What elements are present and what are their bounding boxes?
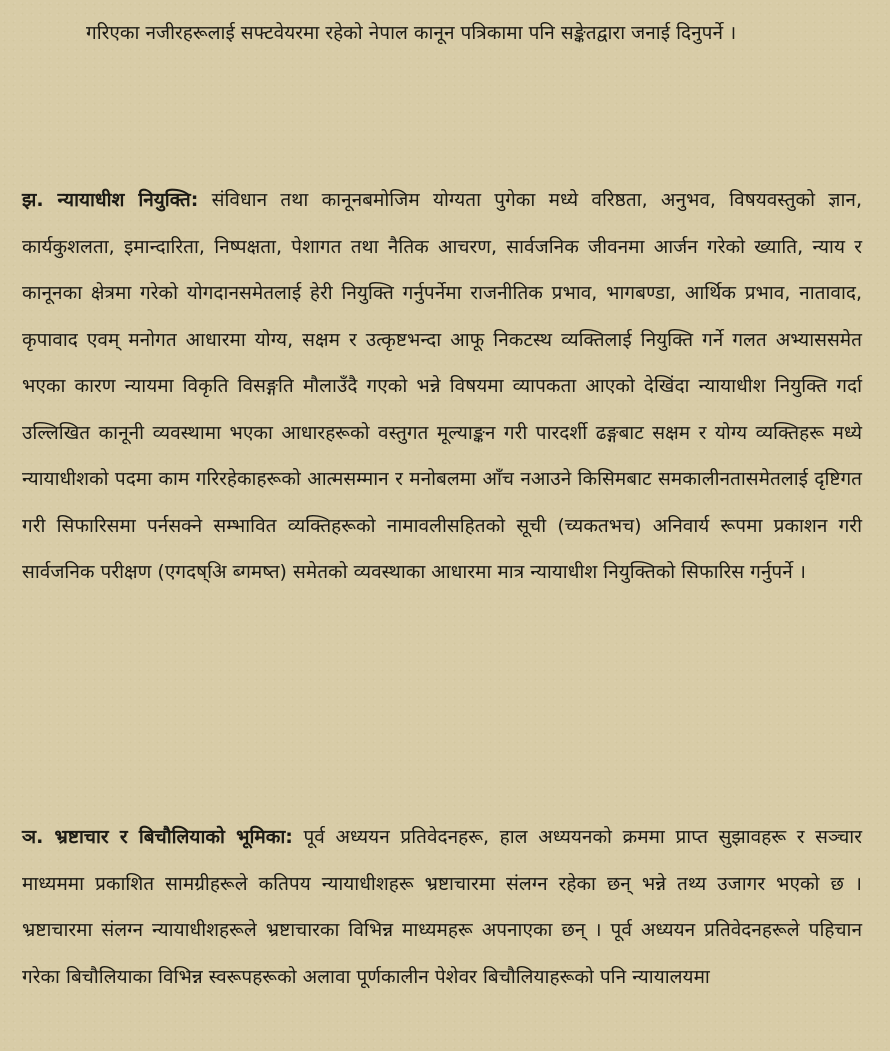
continuation-paragraph: गरिएका नजीरहरूलाई सफ्टवेयरमा रहेको नेपाल कानून पत्रिकामा पनि सङ्केतद्वारा जनाई दिनुपर्ने । bbox=[86, 22, 737, 44]
section-corruption-middlemen bbox=[22, 814, 862, 1000]
section-body: पूर्व अध्ययन प्रतिवेदनहरू, हाल अध्ययनको क्रममा प्राप्त सुझावहरू र सञ्चार माध्यममा प्रकाशित सामग्रीहरूले कतिपय न्यायाधीशहरू भ्रष्टाचारमा संलग्न रहेका छन् भन्ने तथ्य उजागर भएको छ । भ्रष्टाचारमा संलग्न न्यायाधीशहरूले भ्रष्टाचारका विभिन्न माध्यमहरू अपनाएका छन् । पूर्व अध्ययन प्रतिवेदनहरूले पहिचान गरेका बिचौलियाका विभिन्न स्वरूपहरूको अलावा पूर्णकालीन पेशेवर बिचौलियाहरूको पनि न्यायालयमा bbox=[22, 826, 862, 988]
section-heading: झ. न्यायाधीश नियुक्ति: bbox=[22, 189, 199, 211]
section-judge-appointment bbox=[22, 177, 862, 596]
section-heading: ञ. भ्रष्टाचार र बिचौलियाको भूमिका: bbox=[22, 826, 293, 848]
section-body: संविधान तथा कानूनबमोजिम योग्यता पुगेका मध्ये वरिष्ठता, अनुभव, विषयवस्तुको ज्ञान, कार्यकुशलता, इमान्दारिता, निष्पक्षता, पेशागत तथा नैतिक आचरण, सार्वजनिक जीवनमा आर्जन गरेको ख्याति, न्याय र कानूनका क्षेत्रमा गरेको योगदानसमेतलाई हेरी नियुक्ति गर्नुपर्नेमा राजनीतिक प्रभाव, भागबण्डा, आर्थिक प्रभाव, नातावाद, कृपावाद एवम् मनोगत आधारमा योग्य, सक्षम र उत्कृष्टभन्दा आफू निकटस्थ व्यक्तिलाई नियुक्ति गर्ने गलत अभ्याससमेत भएका कारण न्यायमा विकृति विसङ्गति मौलाउँदै गएको भन्ने विषयमा व्यापकता आएको देखिंदा न्यायाधीश नियुक्ति गर्दा उल्लिखित कानूनी व्यवस्थामा भएका आधारहरूको वस्तुगत मूल्याङ्कन गरी पारदर्शी ढङ्गबाट सक्षम र योग्य व्यक्तिहरू मध्ये न्यायाधीशको पदमा काम गरिरहेकाहरूको आत्मसम्मान र मनोबलमा आँच नआउने किसिमबाट समकालीनतासमेतलाई दृष्टिगत गरी सिफारिसमा पर्नसक्ने सम्भावित व्यक्तिहरूको नामावलीसहितको सूची (च्यकतभच) अनिवार्य रूपमा प्रकाशन गरी सार्वजनिक परीक्षण (एगदष्अि ब्गमष्त) समेतको व्यवस्थाका आधारमा मात्र न्यायाधीश नियुक्तिको सिफारिस गर्नुपर्ने । bbox=[22, 189, 862, 583]
